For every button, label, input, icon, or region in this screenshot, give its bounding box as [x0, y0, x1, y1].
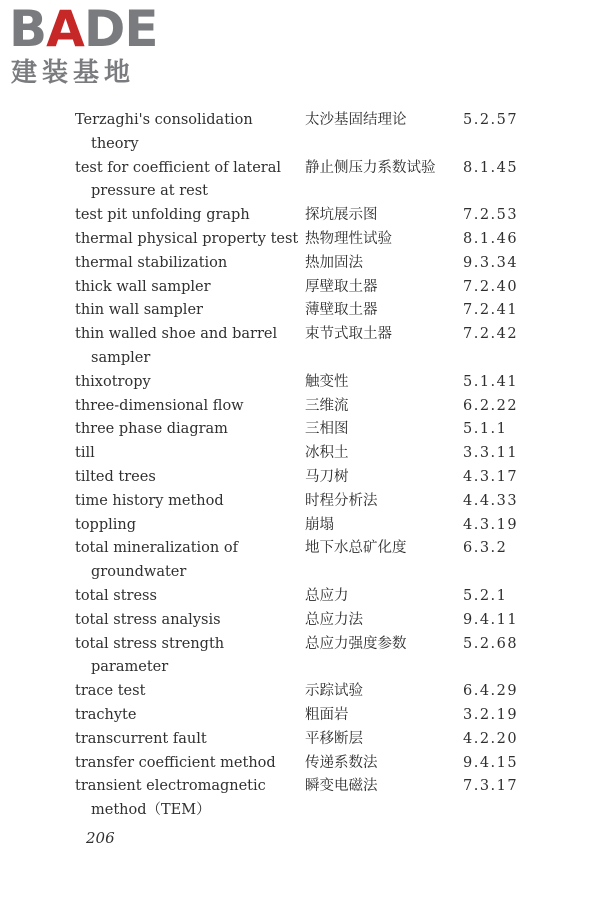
glossary-list: [0, 109, 600, 823]
glossary-entry: [0, 276, 600, 300]
section-reference: 9.4.11: [463, 611, 519, 628]
section-reference: 5.1.41: [463, 373, 519, 390]
english-term-line: thin wall sampler: [75, 302, 203, 319]
english-term-line: tilted trees: [75, 468, 156, 485]
section-reference: 3.3.11: [463, 445, 519, 462]
chinese-term: 静止侧压力系数试验: [305, 159, 436, 176]
section-reference: 6.4.29: [463, 683, 519, 700]
chinese-term: 总应力法: [305, 611, 363, 628]
english-term-line: toppling: [75, 516, 137, 533]
english-term-continuation: sampler: [91, 349, 151, 366]
glossary-entry: [0, 609, 600, 633]
english-term: [75, 704, 300, 728]
glossary-entry: [0, 537, 600, 585]
glossary-entry: [0, 680, 600, 704]
section-reference: 7.3.17: [463, 778, 519, 795]
glossary-entry: [0, 704, 600, 728]
chinese-term: 束节式取土器: [305, 326, 392, 343]
section-reference: 4.4.33: [463, 492, 519, 509]
glossary-entry: [0, 395, 600, 419]
english-term-continuation: pressure at rest: [91, 183, 208, 200]
english-term: [75, 442, 300, 466]
chinese-term: 示踪试验: [305, 683, 363, 700]
english-term: [75, 752, 300, 776]
section-reference: 7.2.42: [463, 326, 519, 343]
english-term-line: time history method: [75, 492, 224, 509]
glossary-entry: [0, 752, 600, 776]
chinese-term: 探坑展示图: [305, 207, 378, 224]
english-term-line: thermal physical property test: [75, 230, 299, 247]
english-term-line: till: [75, 445, 95, 462]
chinese-term: 时程分析法: [305, 492, 378, 509]
english-term-line: total stress analysis: [75, 611, 221, 628]
english-term-line: total stress: [75, 587, 157, 604]
chinese-term: 总应力: [305, 587, 349, 604]
logo-letter-b: B: [9, 0, 47, 58]
chinese-term: 薄壁取土器: [305, 302, 378, 319]
page-number: 206: [86, 829, 115, 847]
section-reference: 9.3.34: [463, 254, 519, 271]
english-term-line: test pit unfolding graph: [75, 207, 250, 224]
glossary-entry: [0, 514, 600, 538]
section-reference: 8.1.46: [463, 230, 519, 247]
glossary-entry: [0, 775, 600, 823]
section-reference: 7.2.41: [463, 302, 519, 319]
section-reference: 5.2.68: [463, 635, 519, 652]
english-term: [75, 109, 300, 157]
english-term-line: thin walled shoe and barrel: [75, 326, 278, 343]
section-reference: 7.2.40: [463, 278, 519, 295]
english-term: [75, 299, 300, 323]
english-term-line: trace test: [75, 683, 146, 700]
english-term: [75, 323, 300, 371]
section-reference: 9.4.15: [463, 754, 519, 771]
chinese-term: 瞬变电磁法: [305, 778, 378, 795]
english-term-line: three-dimensional flow: [75, 397, 244, 414]
glossary-entry: [0, 490, 600, 514]
section-reference: 4.2.20: [463, 730, 519, 747]
chinese-term: 总应力强度参数: [305, 635, 407, 652]
glossary-entry: [0, 157, 600, 205]
english-term: [75, 252, 300, 276]
english-term: [75, 395, 300, 419]
chinese-term: 地下水总矿化度: [305, 540, 407, 557]
section-reference: 7.2.53: [463, 207, 519, 224]
english-term: [75, 157, 300, 205]
section-reference: 3.2.19: [463, 706, 519, 723]
section-reference: 5.1.1: [463, 421, 508, 438]
english-term: [75, 585, 300, 609]
english-term: [75, 204, 300, 228]
english-term-line: thermal stabilization: [75, 254, 228, 271]
english-term-line: total stress strength: [75, 635, 225, 652]
glossary-entry: [0, 204, 600, 228]
section-reference: 5.2.1: [463, 587, 508, 604]
logo-letter-a: A: [46, 0, 84, 58]
chinese-term: 粗面岩: [305, 706, 349, 723]
chinese-term: 厚壁取土器: [305, 278, 378, 295]
english-term-line: trachyte: [75, 706, 137, 723]
english-term-continuation: method（TEM）: [91, 802, 211, 819]
english-term: [75, 680, 300, 704]
section-reference: 6.2.22: [463, 397, 519, 414]
english-term-line: thick wall sampler: [75, 278, 211, 295]
english-term: [75, 609, 300, 633]
english-term: [75, 537, 300, 585]
chinese-term: 太沙基固结理论: [305, 112, 407, 128]
english-term-continuation: groundwater: [91, 564, 187, 581]
chinese-term: 热物理性试验: [305, 230, 392, 247]
english-term-continuation: parameter: [91, 659, 169, 676]
chinese-term: 平移断层: [305, 730, 363, 747]
section-reference: 4.3.19: [463, 516, 519, 533]
glossary-entry: [0, 228, 600, 252]
english-term-line: transcurrent fault: [75, 730, 207, 747]
english-term-line: transfer coefficient method: [75, 754, 276, 771]
glossary-entry: [0, 418, 600, 442]
english-term-line: total mineralization of: [75, 540, 238, 557]
english-term: [75, 514, 300, 538]
english-term: [75, 418, 300, 442]
glossary-entry: [0, 442, 600, 466]
english-term-line: test for coefficient of lateral: [75, 159, 282, 176]
english-term-line: Terzaghi's consolidation: [75, 112, 253, 128]
english-term: [75, 728, 300, 752]
glossary-entry: [0, 728, 600, 752]
english-term: [75, 276, 300, 300]
logo-subtitle: 建装基地: [11, 58, 136, 88]
chinese-term: 热加固法: [305, 254, 363, 271]
section-reference: 8.1.45: [463, 159, 519, 176]
chinese-term: 三维流: [305, 397, 349, 414]
english-term: [75, 633, 300, 681]
english-term-line: transient electromagnetic: [75, 778, 266, 795]
english-term-line: three phase diagram: [75, 421, 228, 438]
section-reference: 4.3.17: [463, 468, 519, 485]
bade-logo: [9, 0, 179, 90]
chinese-term: 传递系数法: [305, 754, 378, 771]
glossary-entry: [0, 109, 600, 157]
glossary-entry: [0, 299, 600, 323]
chinese-term: 冰积土: [305, 445, 349, 462]
logo-wordmark: [9, 0, 158, 58]
english-term: [75, 228, 300, 252]
logo-letters-de: DE: [83, 0, 158, 58]
section-reference: 6.3.2: [463, 540, 508, 557]
glossary-entry: [0, 585, 600, 609]
english-term: [75, 466, 300, 490]
section-reference: 5.2.57: [463, 112, 519, 128]
chinese-term: 崩塌: [305, 516, 334, 533]
english-term-continuation: theory: [91, 135, 139, 152]
glossary-entry: [0, 633, 600, 681]
chinese-term: 三相图: [305, 421, 349, 438]
chinese-term: 马刀树: [305, 468, 349, 485]
glossary-entry: [0, 371, 600, 395]
glossary-entry: [0, 323, 600, 371]
english-term: [75, 775, 300, 823]
chinese-term: 触变性: [305, 373, 349, 390]
english-term-line: thixotropy: [75, 373, 151, 390]
english-term: [75, 371, 300, 395]
english-term: [75, 490, 300, 514]
glossary-entry: [0, 252, 600, 276]
glossary-entry: [0, 466, 600, 490]
